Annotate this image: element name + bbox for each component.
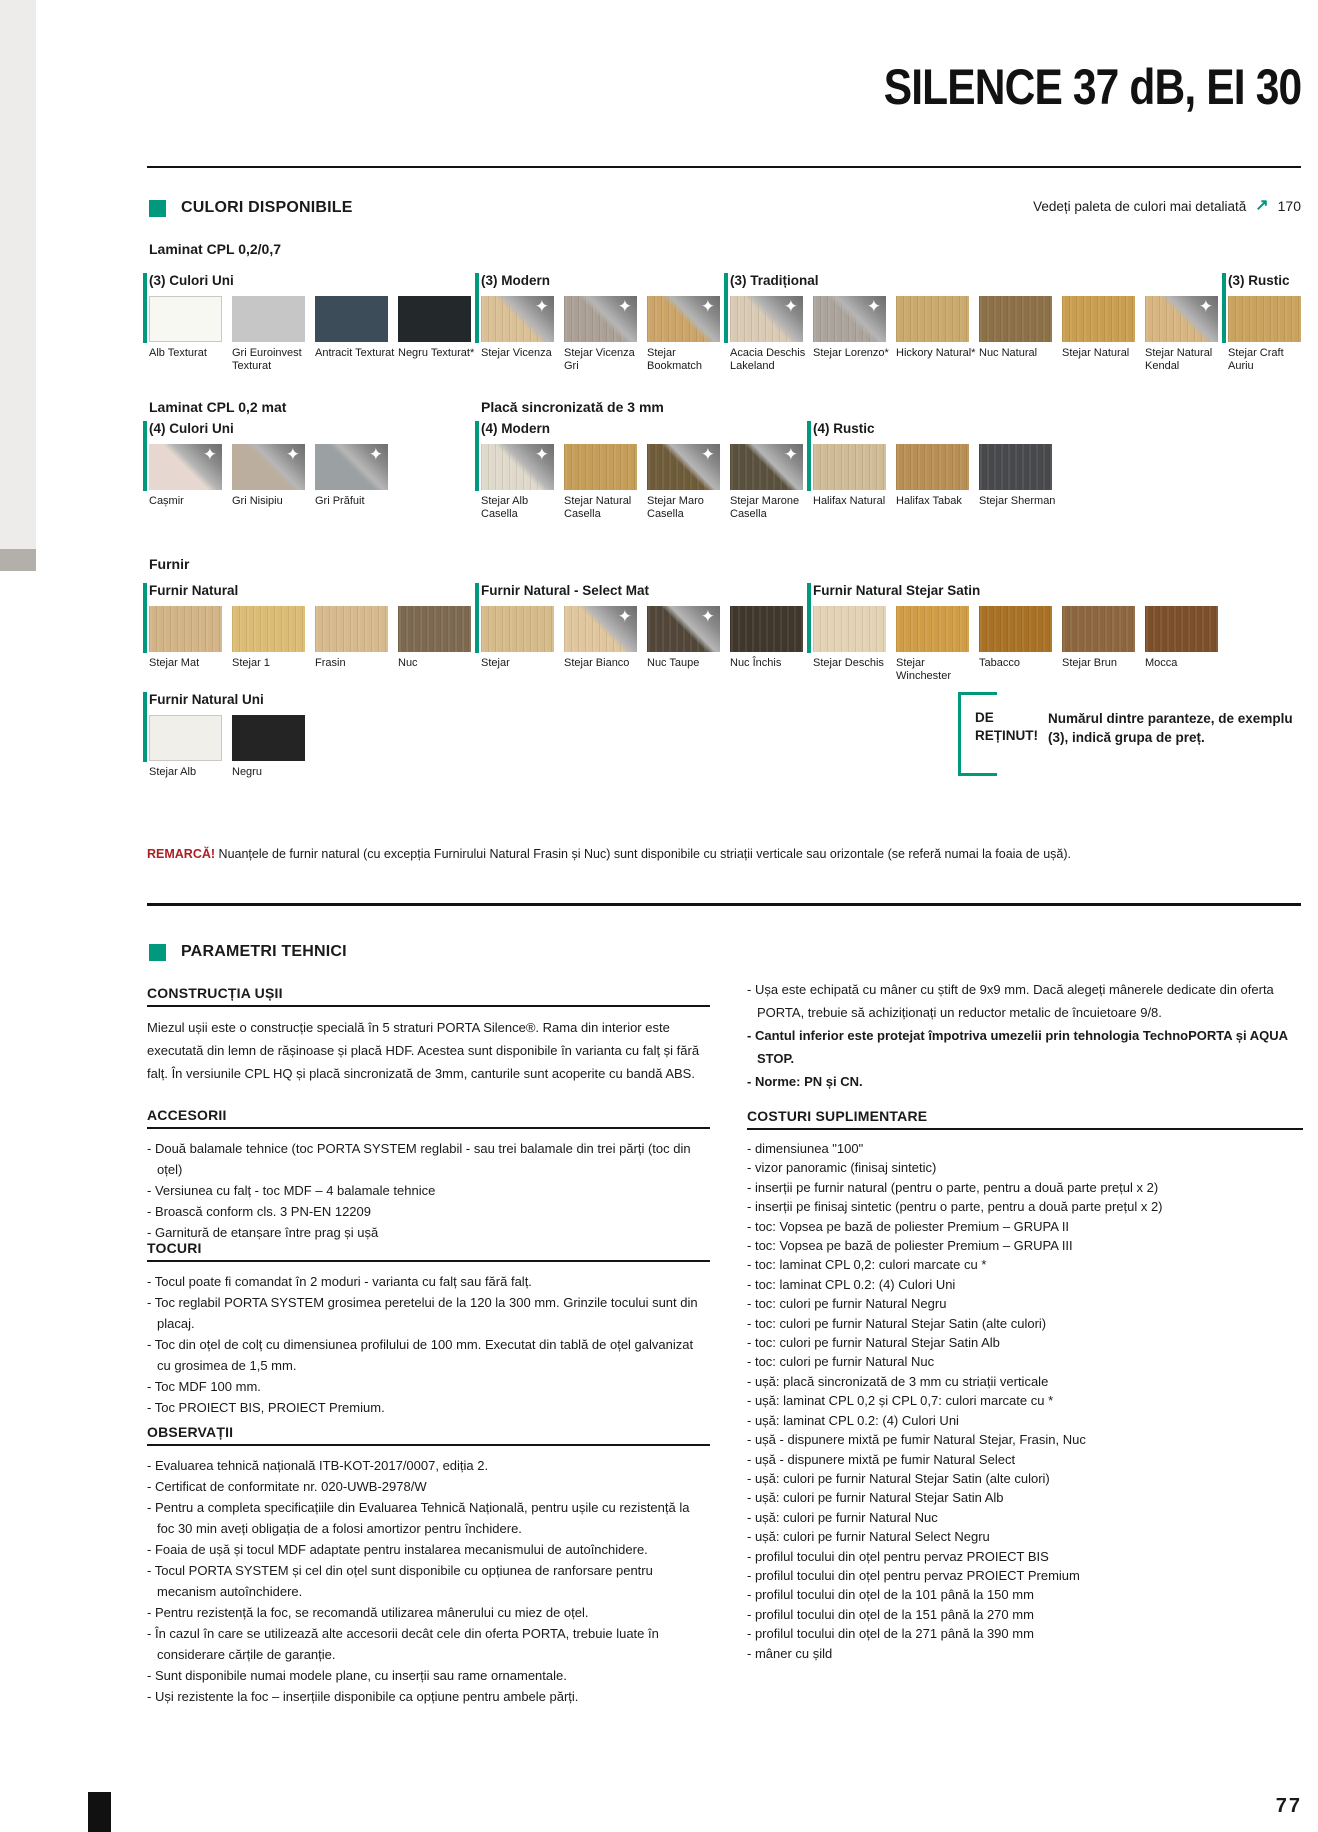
color-group (805, 421, 1056, 508)
tech-list-item: - toc: Vopsea pe bază de poliester Premium – GRUPA III (747, 1236, 1303, 1255)
swatch-cell (813, 606, 886, 683)
group-accent-bar (807, 421, 811, 491)
color-swatch (564, 296, 637, 342)
swatch-cell (896, 444, 969, 508)
swatch-row (149, 606, 471, 670)
swatch-cell (1145, 296, 1218, 373)
group-accent-bar (475, 273, 479, 343)
tech-list-item: - profilul tocului din oțel de la 101 până la 150 mm (747, 1585, 1303, 1604)
swatch-cell (1062, 606, 1135, 683)
tech-list-item: - ușă: culori pe furnir Natural Nuc (747, 1508, 1303, 1527)
swatch-cell (315, 444, 388, 508)
swatch-cell (1145, 606, 1218, 683)
swatch-label: Hickory Natural* (896, 347, 976, 359)
color-group-heading: Furnir Natural (149, 583, 239, 598)
color-swatch (1062, 606, 1135, 652)
swatch-label: Stejar Winchester (896, 657, 952, 682)
color-swatch (896, 606, 969, 652)
tech-list (147, 1271, 710, 1418)
color-swatch (149, 715, 222, 761)
group-accent-bar (143, 273, 147, 343)
remark-text: Nuanțele de furnir natural (cu excepția Furnirului Natural Frasin și Nuc) sunt disponibile cu striații verticale sau orizontale (se referă numai la foaia de ușă). (215, 847, 1072, 861)
swatch-label: Nuc (398, 657, 418, 669)
color-swatch (730, 606, 803, 652)
tech-list-item: - toc: laminat CPL 0.2: (4) Culori Uni (747, 1275, 1303, 1294)
color-group (473, 273, 720, 373)
color-group (1220, 273, 1301, 373)
tech-subsection (147, 1424, 710, 1707)
swatch-label: Stejar Alb Casella (481, 495, 529, 520)
tech-subheading: CONSTRUCȚIA UȘII (147, 985, 710, 1007)
tech-list-item: - Toc PROIECT BIS, PROIECT Premium. (147, 1397, 710, 1418)
tech-list-item: - ușă: laminat CPL 0,2 și CPL 0,7: culori marcate cu * (747, 1391, 1303, 1410)
color-swatch (481, 606, 554, 652)
tech-list-item: - ușă: placă sincronizată de 3 mm cu striații verticale (747, 1372, 1303, 1391)
swatch-label: Gri Euroinvest Texturat (232, 347, 302, 372)
page-corner-tab (88, 1792, 111, 1832)
swatch-label: Stejar Vicenza Gri (564, 347, 635, 372)
swatch-label: Stejar Brun (1062, 657, 1118, 669)
tech-list-item: - inserții pe furnir natural (pentru o parte, pentru a două parte prețul x 2) (747, 1178, 1303, 1197)
color-swatch (1145, 296, 1218, 342)
color-swatch (232, 715, 305, 761)
color-group (473, 421, 803, 521)
tech-list-item: - Uși rezistente la foc – inserțiile disponibile ca opțiune pentru ambele părți. (147, 1686, 710, 1707)
tech-list-item: - profilul tocului din oțel de la 271 până la 390 mm (747, 1624, 1303, 1643)
color-swatch (1228, 296, 1301, 342)
tech-list-item: - Evaluarea tehnică națională ITB-KOT-2017/0007, ediția 2. (147, 1455, 710, 1476)
swatch-cell (730, 296, 806, 373)
swatch-row (481, 444, 803, 521)
swatch-cell (1228, 296, 1301, 373)
swatch-label: Stejar Maro Casella (647, 495, 704, 520)
swatch-cell (232, 715, 305, 779)
swatch-row (813, 606, 1218, 683)
color-group-heading: Furnir Natural - Select Mat (481, 583, 650, 598)
swatch-cell (647, 444, 720, 521)
color-swatch (315, 606, 388, 652)
colors-section-heading (149, 199, 353, 217)
tech-list-item: - Toc din oțel de colț cu dimensiunea profilului de 100 mm. Executat din tablă de oțel galvanizat cu grosimea de 1,5 mm. (147, 1334, 710, 1376)
color-swatch (1145, 606, 1218, 652)
tech-list-item: - ușă - dispunere mixtă pe fumir Natural Stejar, Frasin, Nuc (747, 1430, 1303, 1449)
tech-list-item: - toc: laminat CPL 0,2: culori marcate cu * (747, 1255, 1303, 1274)
page-edge-strip-shadow (0, 549, 36, 571)
tech-list-item: - profilul tocului din oțel pentru pervaz PROIECT BIS (747, 1547, 1303, 1566)
swatch-row (1228, 296, 1301, 373)
note-box-text: Numărul dintre paranteze, de exemplu (3), indică grupa de preț. (1048, 711, 1293, 745)
swatch-label: Halifax Tabak (896, 495, 962, 507)
swatch-cell (896, 296, 976, 373)
swatch-label: Stejar Craft Auriu (1228, 347, 1284, 372)
mid-divider-rule (147, 903, 1301, 906)
note-box (958, 692, 1303, 772)
tech-list-item: - toc: culori pe furnir Natural Stejar Satin Alb (747, 1333, 1303, 1352)
tech-list-item: - Tocul PORTA SYSTEM și cel din oțel sunt disponibile cu opțiunea de ranforsare pentru mecanism autoînchidere. (147, 1560, 710, 1602)
swatch-cell (813, 444, 886, 508)
color-swatch (813, 444, 886, 490)
swatch-row (149, 715, 305, 779)
color-swatch (813, 606, 886, 652)
color-group (722, 273, 1218, 373)
color-swatch (149, 606, 222, 652)
color-swatch (315, 296, 388, 342)
group-accent-bar (475, 583, 479, 653)
swatch-label: Gri Nisipiu (232, 495, 283, 507)
palette-link-page-number[interactable]: 170 (1277, 198, 1301, 214)
swatch-label: Acacia Deschis Lakeland (730, 347, 806, 372)
tech-list-item: - În cazul în care se utilizează alte accesorii decât cele din oferta PORTA, trebuie luate în considerare cărțile de garanție. (147, 1623, 710, 1665)
swatch-row (149, 296, 475, 373)
tech-costs-section (747, 1108, 1303, 1663)
tech-list-item: - mâner cu șild (747, 1644, 1303, 1663)
color-group (141, 273, 475, 373)
finish-family-heading: Laminat CPL 0,2 mat (149, 399, 287, 415)
tech-subsection (147, 1107, 710, 1243)
tech-list-item: - vizor panoramic (finisaj sintetic) (747, 1158, 1303, 1177)
tech-list (147, 1138, 710, 1243)
tech-section-heading-text: PARAMETRI TEHNICI (181, 943, 347, 960)
swatch-label: Tabacco (979, 657, 1020, 669)
color-swatch (149, 296, 222, 342)
color-swatch (564, 606, 637, 652)
color-swatch (730, 296, 803, 342)
page-edge-photo-strip (0, 0, 36, 549)
tech-list-item: - ușă - dispunere mixtă pe fumir Natural Select (747, 1450, 1303, 1469)
tech-list-item: - toc: culori pe furnir Natural Negru (747, 1294, 1303, 1313)
finish-family-heading: Furnir (149, 556, 190, 572)
swatch-cell (647, 606, 720, 670)
color-swatch (647, 606, 720, 652)
tech-subsection (147, 1240, 710, 1418)
note-box-label-line1: DE (975, 710, 994, 725)
note-box-label-line2: REȚINUT! (975, 728, 1038, 743)
swatch-cell (315, 296, 395, 373)
tech-list-item: - Certificat de conformitate nr. 020-UWB-2978/W (147, 1476, 710, 1497)
tech-paragraph: Miezul ușii este o construcție specială în 5 straturi PORTA Silence®. Rama din interior este executată din lemn de rășinoase și placă HDF. Acestea sunt disponibile în varianta cu falț și fără falț. În versiunile CPL HQ și placă sincronizată de 3mm, canturile sunt acoperite cu bandă ABS. (147, 1020, 700, 1081)
swatch-cell (979, 296, 1052, 373)
color-swatch (398, 606, 471, 652)
swatch-cell (149, 715, 222, 779)
swatch-label: Nuc Taupe (647, 657, 700, 669)
swatch-label: Stejar Vicenza (481, 347, 552, 359)
swatch-row (730, 296, 1218, 373)
teal-square-bullet-icon (149, 944, 166, 961)
color-swatch (979, 444, 1052, 490)
swatch-label: Nuc Închis (730, 657, 782, 669)
swatch-cell (813, 296, 889, 373)
swatch-label: Stejar Natural Kendal (1145, 347, 1213, 372)
group-accent-bar (143, 421, 147, 491)
tech-list-item: - Toc reglabil PORTA SYSTEM grosimea peretelui de la 120 la 300 mm. Grinzile tocului sunt din placaj. (147, 1292, 710, 1334)
color-swatch (1062, 296, 1135, 342)
color-group-heading: (3) Culori Uni (149, 273, 234, 288)
color-swatch (149, 444, 222, 490)
swatch-cell (647, 296, 720, 373)
tech-list-item: - toc: Vopsea pe bază de poliester Premium – GRUPA II (747, 1217, 1303, 1236)
color-swatch (979, 606, 1052, 652)
swatch-cell (979, 606, 1052, 683)
color-group-heading: (3) Rustic (1228, 273, 1290, 288)
swatch-cell (149, 444, 222, 508)
swatch-label: Gri Prăfuit (315, 495, 365, 507)
tech-list-item: - ușă: culori pe furnir Natural Select Negru (747, 1527, 1303, 1546)
color-group-heading: (4) Modern (481, 421, 550, 436)
palette-reference-link[interactable] (1033, 198, 1301, 214)
tech-list-item: - Pentru rezistență la foc, se recomandă utilizarea mânerului cu miez de oțel. (147, 1602, 710, 1623)
finish-family-heading: Laminat CPL 0,2/0,7 (149, 241, 282, 257)
tech-list (147, 1455, 710, 1707)
color-swatch (398, 296, 471, 342)
tech-list-item: - Norme: PN și CN. (747, 1070, 1303, 1093)
tech-subheading: ACCESORII (147, 1107, 710, 1129)
tech-list-item: - Versiunea cu falț - toc MDF – 4 balamale tehnice (147, 1180, 710, 1201)
swatch-row (813, 444, 1056, 508)
group-accent-bar (143, 583, 147, 653)
tech-list-item: - Tocul poate fi comandat în 2 moduri - varianta cu falț sau fără falț. (147, 1271, 710, 1292)
color-swatch (481, 296, 554, 342)
swatch-label: Stejar Natural Casella (564, 495, 632, 520)
swatch-label: Cașmir (149, 495, 184, 507)
swatch-cell (232, 444, 305, 508)
swatch-cell (481, 444, 554, 521)
swatch-label: Stejar Bianco (564, 657, 630, 669)
tech-list-item: - Cantul inferior este protejat împotriva umezelii prin tehnologia TechnoPORTA și AQUA STOP. (747, 1024, 1303, 1070)
swatch-cell (730, 606, 803, 670)
group-accent-bar (143, 692, 147, 762)
swatch-label: Stejar (481, 657, 510, 669)
swatch-row (481, 296, 720, 373)
swatch-label: Halifax Natural (813, 495, 886, 507)
swatch-label: Stejar Deschis (813, 657, 884, 669)
arrow-up-right-icon: ↗ (1255, 197, 1269, 214)
color-group (141, 692, 305, 779)
swatch-label: Stejar Lorenzo* (813, 347, 889, 359)
swatch-cell (564, 296, 637, 373)
swatch-label: Mocca (1145, 657, 1178, 669)
tech-list-item: - toc: culori pe furnir Natural Stejar Satin (alte culori) (747, 1314, 1303, 1333)
page-number: 77 (1275, 1795, 1302, 1817)
note-box-label (975, 709, 1038, 745)
color-group (141, 583, 471, 670)
color-swatch (232, 606, 305, 652)
color-swatch (979, 296, 1052, 342)
swatch-label: Nuc Natural (979, 347, 1038, 359)
swatch-label: Negru Texturat* (398, 347, 475, 359)
swatch-cell (232, 606, 305, 670)
group-accent-bar (807, 583, 811, 653)
teal-square-bullet-icon (149, 200, 166, 217)
finish-family-heading: Placă sincronizată de 3 mm (481, 399, 664, 415)
top-divider-rule (147, 166, 1301, 168)
tech-list-item: - ușă: laminat CPL 0.2: (4) Culori Uni (747, 1411, 1303, 1430)
tech-list-item: - Sunt disponibile numai modele plane, cu inserții sau rame ornamentale. (147, 1665, 710, 1686)
color-swatch (896, 296, 969, 342)
color-group-heading: (3) Tradițional (730, 273, 819, 288)
remark-note (147, 846, 1287, 862)
swatch-row (481, 606, 803, 670)
swatch-label: Stejar Marone Casella (730, 495, 800, 520)
swatch-label: Stejar Alb (149, 766, 197, 778)
swatch-cell (896, 606, 969, 683)
tech-section-heading (149, 943, 347, 961)
color-swatch (647, 296, 720, 342)
swatch-cell (564, 444, 637, 521)
tech-subheading: OBSERVAȚII (147, 1424, 710, 1446)
swatch-cell (481, 296, 554, 373)
swatch-cell (979, 444, 1056, 508)
swatch-cell (481, 606, 554, 670)
swatch-label: Negru (232, 766, 262, 778)
tech-list-item: - Pentru a completa specificațiile din Evaluarea Tehnică Națională, pentru ușile cu rezistență la foc 30 min aveți obligația de a folosi amortizor pentru închidere. (147, 1497, 710, 1539)
color-group-heading: (4) Rustic (813, 421, 875, 436)
tech-list-item: - Garnitură de etanșare între prag și ușă (147, 1222, 710, 1243)
group-accent-bar (1222, 273, 1226, 343)
tech-list-item: - Ușa este echipată cu mâner cu știft de 9x9 mm. Dacă alegeți mânerele dedicate din oferta PORTA, trebuie să achiziționați un reductor metalic de încuietoare 9/8. (747, 978, 1303, 1024)
color-swatch (564, 444, 637, 490)
swatch-cell (1062, 296, 1135, 373)
tech-list (747, 1139, 1303, 1663)
color-swatch (813, 296, 886, 342)
tech-list-item: - toc: culori pe furnir Natural Nuc (747, 1352, 1303, 1371)
tech-list-item: - dimensiunea "100" (747, 1139, 1303, 1158)
swatch-label: Stejar Natural (1062, 347, 1130, 359)
group-accent-bar (475, 421, 479, 491)
tech-subsection (147, 985, 710, 1085)
group-accent-bar (724, 273, 728, 343)
tech-list-item: - Foaia de ușă și tocul MDF adaptate pentru instalarea mecanismului de autoînchidere. (147, 1539, 710, 1560)
swatch-cell (149, 606, 222, 670)
swatch-label: Antracit Texturat (315, 347, 395, 359)
color-swatch (896, 444, 969, 490)
color-group-heading: Furnir Natural Stejar Satin (813, 583, 981, 598)
color-group (141, 421, 388, 508)
colors-section-heading-text: CULORI DISPONIBILE (181, 199, 353, 216)
remark-label: REMARCĂ! (147, 847, 216, 861)
tech-list-item: - Toc MDF 100 mm. (147, 1376, 710, 1397)
swatch-label: Stejar Mat (149, 657, 200, 669)
tech-list-item: - Două balamale tehnice (toc PORTA SYSTEM reglabil - sau trei balamale din trei părți (toc din oțel) (147, 1138, 710, 1180)
swatch-cell (398, 296, 475, 373)
tech-list-item: - inserții pe finisaj sintetic (pentru o parte, pentru a două parte prețul x 2) (747, 1197, 1303, 1216)
tech-subheading: COSTURI SUPLIMENTARE (747, 1108, 1303, 1130)
swatch-label: Frasin (315, 657, 346, 669)
tech-list-item: - ușă: culori pe furnir Natural Stejar Satin (alte culori) (747, 1469, 1303, 1488)
swatch-cell (398, 606, 471, 670)
color-swatch (232, 296, 305, 342)
swatch-cell (149, 296, 222, 373)
color-group (473, 583, 803, 670)
color-group-heading: (4) Culori Uni (149, 421, 234, 436)
tech-list-item: - Broască conform cls. 3 PN-EN 12209 (147, 1201, 710, 1222)
tech-list-item: - profilul tocului din oțel pentru pervaz PROIECT Premium (747, 1566, 1303, 1585)
swatch-cell (730, 444, 803, 521)
color-swatch (730, 444, 803, 490)
swatch-cell (232, 296, 305, 373)
color-swatch (315, 444, 388, 490)
color-group-heading: (3) Modern (481, 273, 550, 288)
color-group-heading: Furnir Natural Uni (149, 692, 264, 707)
tech-list-item: - ușă: culori pe furnir Natural Stejar Satin Alb (747, 1488, 1303, 1507)
swatch-label: Alb Texturat (149, 347, 207, 359)
tech-list-item: - profilul tocului din oțel de la 151 până la 270 mm (747, 1605, 1303, 1624)
color-swatch (481, 444, 554, 490)
swatch-row (149, 444, 388, 508)
swatch-cell (564, 606, 637, 670)
tech-subheading: TOCURI (147, 1240, 710, 1262)
swatch-cell (315, 606, 388, 670)
swatch-label: Stejar Bookmatch (647, 347, 703, 372)
color-group (805, 583, 1218, 683)
color-swatch (647, 444, 720, 490)
palette-link-text[interactable]: Vedeți paleta de culori mai detaliată (1033, 198, 1247, 214)
tech-intro-block (747, 978, 1303, 1093)
tech-list (747, 978, 1303, 1093)
color-swatch (232, 444, 305, 490)
page-title: SILENCE 37 dB, EI 30 (883, 59, 1301, 115)
swatch-label: Stejar Sherman (979, 495, 1056, 507)
swatch-label: Stejar 1 (232, 657, 270, 669)
